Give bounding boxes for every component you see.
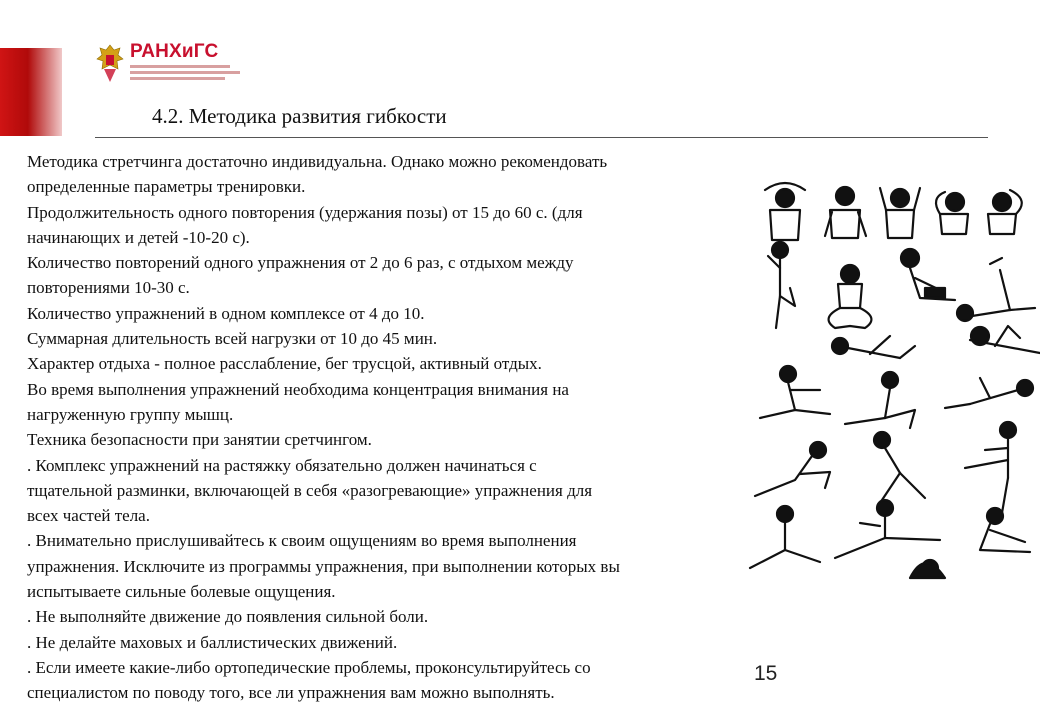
ranepa-logo <box>96 42 240 84</box>
text-line: испытываете сильные болевые ощущения. <box>27 582 336 602</box>
figure-arms-down <box>825 187 866 238</box>
text-line: тщательной разминки, включающей в себя «разогревающие» упражнения для <box>27 480 593 500</box>
figure-straddle-split <box>835 500 940 558</box>
text-line: специалистом по поводу того, все ли упражнения вам можно выполнять. <box>27 683 555 703</box>
figure-seated-twist <box>845 372 915 428</box>
figure-standing-quad-stretch <box>768 242 795 328</box>
text-line: всех частей тела. <box>27 506 150 526</box>
figure-neck-stretch <box>765 183 805 240</box>
text-line: Методика стретчинга достаточно индивидуальна. Однако можно рекомендовать <box>27 152 608 171</box>
text-line: нагруженную группу мышц. <box>27 404 234 424</box>
stretching-figures-illustration <box>740 178 1040 598</box>
text-line: Количество упражнений в одном комплексе от 4 до 10. <box>27 303 425 323</box>
figure-standing-leg-raise <box>965 422 1016 513</box>
figure-seated-toe-reach <box>980 508 1030 552</box>
text-line: Суммарная длительность всей нагрузки от 10 до 45 мин. <box>27 329 438 349</box>
body-text <box>27 149 787 706</box>
text-line: . Не выполняйте движение до появления сильной боли. <box>27 607 429 627</box>
figure-rolled-stretch <box>910 560 945 578</box>
text-line: начинающих и детей -10-20 с). <box>27 227 250 247</box>
text-line: повторениями 10-30 с. <box>27 278 190 298</box>
figure-lying-knee-hug <box>970 326 1040 353</box>
figure-lying-side-stretch <box>945 378 1033 408</box>
figure-lying-leg-raise <box>957 258 1035 321</box>
figure-arms-up <box>880 188 920 238</box>
figure-side-split <box>750 506 820 568</box>
red-accent-bar <box>0 48 62 136</box>
text-line: Во время выполнения упражнений необходима концентрация внимания на <box>27 379 569 399</box>
logo-subtitle-line <box>130 77 225 80</box>
logo-name: РАНХиГС <box>130 41 219 62</box>
text-line: . Не делайте маховых и баллистических движений. <box>27 632 398 652</box>
page-number: 15 <box>754 662 778 685</box>
text-line: Продолжительность одного повторения (удержания позы) от 15 до 60 с. (для <box>27 202 583 222</box>
text-line: Техника безопасности при занятии сретчингом. <box>27 430 372 450</box>
logo-subtitle-line <box>130 65 230 68</box>
text-line: определенные параметры тренировки. <box>27 177 306 197</box>
figure-lunge-stretch <box>760 366 830 418</box>
text-line: . Внимательно прислушивайтесь к своим ощущениям во время выполнения <box>27 531 577 551</box>
eagle-emblem-icon <box>96 42 124 84</box>
figure-hurdler-stretch <box>755 442 830 496</box>
title-divider <box>95 137 988 138</box>
text-line: . Комплекс упражнений на растяжку обязательно должен начинаться с <box>27 455 537 475</box>
text-line: упражнения. Исключите из программы упражнения, при выполнении которых вы <box>27 556 620 576</box>
text-line: Количество повторений одного упражнения от 2 до 6 раз, с отдыхом между <box>27 253 574 273</box>
slide-title: 4.2. Методика развития гибкости <box>152 104 447 128</box>
figure-forward-bend <box>874 432 925 503</box>
logo-subtitle-line <box>130 71 240 74</box>
figure-lying-twist <box>832 336 915 358</box>
figure-hands-clasped <box>936 192 968 234</box>
text-line: Характер отдыха - полное расслабление, бег трусцой, активный отдых. <box>27 354 542 374</box>
figure-head-tilt <box>988 190 1022 234</box>
text-line: . Если имеете какие-либо ортопедические проблемы, проконсультируйтесь со <box>27 657 591 677</box>
figure-seated-lean <box>901 249 955 300</box>
figure-butterfly-sit <box>829 265 872 328</box>
